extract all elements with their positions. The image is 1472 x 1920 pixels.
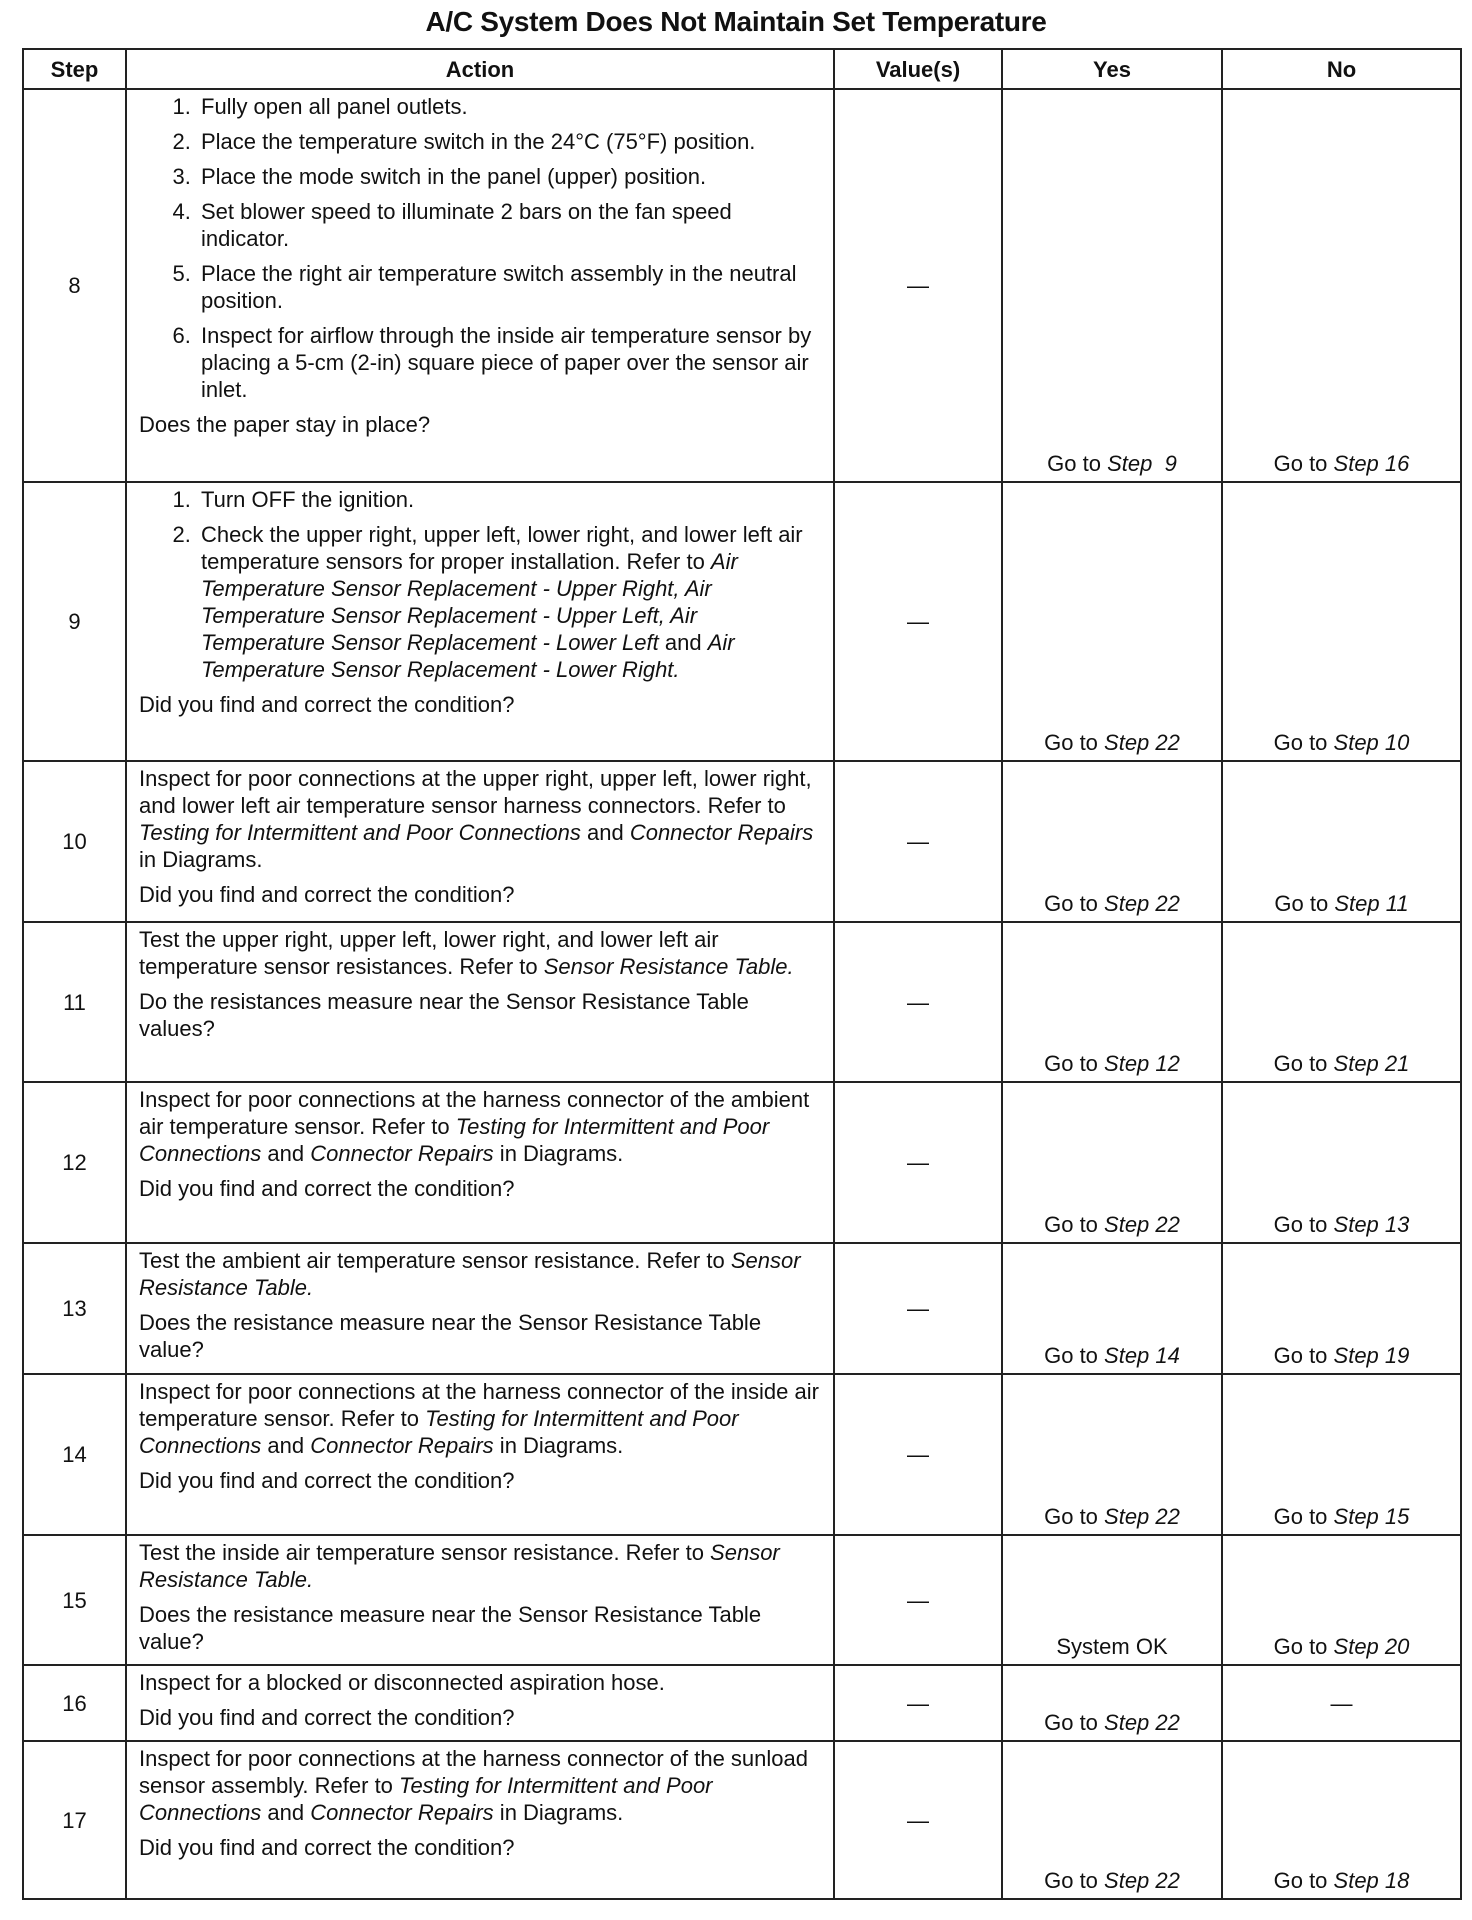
yes-step-ref: Step 9 [1107, 451, 1177, 476]
reference-link: Air Temperature Sensor Replacement - Upper Right, Air Temperature Sensor Replacement - Upper Left, Air Temperature Sensor Replacement - Lower Left [201, 549, 738, 655]
no-step-ref: Step 11 [1334, 891, 1409, 916]
yes-cell [1002, 1741, 1222, 1899]
no-prefix: Go to [1273, 1868, 1334, 1893]
question: Did you find and correct the condition? [139, 692, 515, 717]
text: and [261, 1141, 311, 1166]
header-action: Action [126, 49, 834, 89]
header-row [23, 49, 1461, 89]
value-cell: — [834, 482, 1002, 761]
reference-link: Testing for Intermittent and Poor Connections [139, 1114, 770, 1166]
question: Does the resistance measure near the Sensor Resistance Table value? [139, 1602, 762, 1654]
action-list [139, 486, 825, 683]
action-cell [126, 1741, 834, 1899]
table-row [23, 1243, 1461, 1374]
yes-cell [1002, 1374, 1222, 1535]
yes-prefix: Go to [1044, 1343, 1105, 1368]
no-cell [1222, 1243, 1461, 1374]
reference-link: Connector Repairs [310, 1433, 494, 1458]
yes-prefix: Go to [1044, 1868, 1105, 1893]
item-text: and [658, 630, 708, 655]
text: Inspect for poor connections at the harness connector of the sunload sensor assembly. Refer to [139, 1746, 808, 1798]
list-item: 5. Place the right air temperature switch assembly in the neutral position. [197, 260, 825, 314]
reference-link: Sensor Resistance Table. [543, 954, 794, 979]
yes-cell [1002, 1243, 1222, 1374]
no-prefix: Go to [1273, 1343, 1334, 1368]
yes-prefix: Go to [1047, 451, 1108, 476]
table-row [23, 1741, 1461, 1899]
list-item: 6. Inspect for airflow through the inside air temperature sensor by placing a 5-cm (2-in) square piece of paper over the sensor air inlet. [197, 322, 825, 403]
header-step: Step [23, 49, 126, 89]
table-row [23, 922, 1461, 1082]
reference-link: Testing for Intermittent and Poor Connections [139, 820, 581, 845]
list-item [197, 521, 825, 683]
step-number: 12 [23, 1082, 126, 1243]
yes-step-ref: Step 22 [1104, 730, 1180, 755]
action-text [139, 1247, 825, 1301]
question: Did you find and correct the condition? [139, 1468, 515, 1493]
action-cell [126, 1535, 834, 1665]
reference-link: Sensor Resistance Table. [139, 1540, 780, 1592]
action-cell [126, 482, 834, 761]
action-text: Inspect for a blocked or disconnected aspiration hose. [139, 1670, 665, 1695]
no-cell [1222, 1082, 1461, 1243]
text: Inspect for poor connections at the harness connector of the inside air temperature sensor. Refer to [139, 1379, 819, 1431]
yes-step-ref: Step 22 [1104, 1868, 1180, 1893]
yes-cell [1002, 922, 1222, 1082]
text: and [261, 1800, 311, 1825]
text: Test the ambient air temperature sensor resistance. Refer to [139, 1248, 731, 1273]
yes-prefix: Go to [1044, 1212, 1105, 1237]
value-cell: — [834, 922, 1002, 1082]
no-step-ref: Step 13 [1333, 1212, 1410, 1237]
question: Does the resistance measure near the Sensor Resistance Table value? [139, 1310, 762, 1362]
no-step-ref: Step 15 [1333, 1504, 1410, 1529]
yes-prefix: Go to [1044, 1710, 1105, 1735]
question: Did you find and correct the condition? [139, 1835, 515, 1860]
step-number: 16 [23, 1665, 126, 1741]
yes-cell [1002, 1082, 1222, 1243]
value-cell: — [834, 1374, 1002, 1535]
yes-prefix: Go to [1044, 730, 1105, 755]
header-values: Value(s) [834, 49, 1002, 89]
yes-step-ref: Step 22 [1104, 1212, 1180, 1237]
yes-prefix: Go to [1044, 1504, 1105, 1529]
action-cell [126, 1374, 834, 1535]
yes-cell [1002, 1665, 1222, 1741]
no-cell [1222, 922, 1461, 1082]
header-yes: Yes [1002, 49, 1222, 89]
no-step-ref: Step 20 [1333, 1634, 1410, 1659]
text: in Diagrams. [139, 847, 263, 872]
yes-step-ref: Step 14 [1104, 1343, 1180, 1368]
reference-link: Connector Repairs [310, 1800, 494, 1825]
reference-link: Connector Repairs [629, 820, 814, 845]
reference-link: Sensor Resistance Table. [139, 1248, 801, 1300]
no-step-ref: Step 19 [1333, 1343, 1410, 1368]
yes-cell: System OK [1002, 1535, 1222, 1665]
item-text: Check the upper right, upper left, lower right, and lower left air temperature sensors for proper installation. Refer to [201, 522, 803, 574]
action-cell [126, 89, 834, 482]
question: Do the resistances measure near the Sensor Resistance Table values? [139, 989, 749, 1041]
text: and [261, 1433, 311, 1458]
yes-cell [1002, 89, 1222, 482]
step-number: 11 [23, 922, 126, 1082]
no-cell [1222, 1374, 1461, 1535]
step-number: 8 [23, 89, 126, 482]
value-cell: — [834, 1243, 1002, 1374]
value-cell: — [834, 89, 1002, 482]
question: Did you find and correct the condition? [139, 882, 515, 907]
yes-cell [1002, 761, 1222, 922]
action-cell [126, 761, 834, 922]
yes-step-ref: Step 22 [1104, 1504, 1180, 1529]
action-text [139, 1745, 825, 1826]
yes-step-ref: Step 12 [1104, 1051, 1180, 1076]
list-item: 3. Place the mode switch in the panel (upper) position. [197, 163, 825, 190]
text: Test the inside air temperature sensor resistance. Refer to [139, 1540, 711, 1565]
no-prefix: Go to [1273, 451, 1334, 476]
reference-link: Connector Repairs [310, 1141, 494, 1166]
yes-prefix: Go to [1044, 1051, 1105, 1076]
no-step-ref: Step 16 [1333, 451, 1410, 476]
value-cell: — [834, 1082, 1002, 1243]
text: in Diagrams. [493, 1433, 624, 1458]
no-cell [1222, 1741, 1461, 1899]
no-cell [1222, 482, 1461, 761]
table-row [23, 482, 1461, 761]
step-number: 15 [23, 1535, 126, 1665]
diagnostic-table [22, 48, 1462, 1900]
list-item: 2. Place the temperature switch in the 24°C (75°F) position. [197, 128, 825, 155]
no-prefix: Go to [1273, 1212, 1334, 1237]
no-prefix: Go to [1274, 891, 1335, 916]
text: and [580, 820, 630, 845]
value-cell: — [834, 1535, 1002, 1665]
table-row [23, 1082, 1461, 1243]
action-text [139, 765, 825, 873]
reference-link: Testing for Intermittent and Poor Connections [139, 1773, 713, 1825]
question: Did you find and correct the condition? [139, 1176, 515, 1201]
action-cell [126, 1665, 834, 1741]
text: in Diagrams. [493, 1800, 624, 1825]
yes-prefix: Go to [1044, 891, 1105, 916]
action-list [139, 93, 825, 403]
list-item: 4. Set blower speed to illuminate 2 bars on the fan speed indicator. [197, 198, 825, 252]
yes-step-ref: Step 22 [1104, 1710, 1180, 1735]
reference-link: Air Temperature Sensor Replacement - Lower Right. [201, 630, 735, 682]
reference-link: Testing for Intermittent and Poor Connections [139, 1406, 739, 1458]
step-number: 14 [23, 1374, 126, 1535]
page-title: A/C System Does Not Maintain Set Temperature [425, 6, 1047, 37]
action-text [139, 1539, 825, 1593]
header-no: No [1222, 49, 1461, 89]
list-item: 1. Fully open all panel outlets. [197, 93, 825, 120]
table-row [23, 1374, 1461, 1535]
no-cell [1222, 89, 1461, 482]
no-cell [1222, 761, 1461, 922]
question: Does the paper stay in place? [139, 412, 431, 437]
yes-cell [1002, 482, 1222, 761]
step-number: 9 [23, 482, 126, 761]
value-cell: — [834, 761, 1002, 922]
table-row [23, 761, 1461, 922]
table-row [23, 1665, 1461, 1741]
step-number: 17 [23, 1741, 126, 1899]
question: Did you find and correct the condition? [139, 1705, 515, 1730]
no-step-ref: Step 18 [1333, 1868, 1410, 1893]
text: in Diagrams. [493, 1141, 624, 1166]
no-prefix: Go to [1273, 1051, 1334, 1076]
action-cell [126, 922, 834, 1082]
no-step-ref: Step 21 [1333, 1051, 1410, 1076]
no-prefix: Go to [1273, 1634, 1334, 1659]
no-prefix: Go to [1273, 730, 1334, 755]
value-cell: — [834, 1741, 1002, 1899]
text: Inspect for poor connections at the upper right, upper left, lower right, and lower left air temperature sensor harness connectors. Refer to [139, 766, 812, 818]
action-cell [126, 1243, 834, 1374]
list-item: 1. Turn OFF the ignition. [197, 486, 825, 513]
yes-step-ref: Step 22 [1104, 891, 1180, 916]
no-cell: — [1222, 1665, 1461, 1741]
step-number: 10 [23, 761, 126, 922]
action-text [139, 1378, 825, 1459]
action-text [139, 1086, 825, 1167]
value-cell: — [834, 1665, 1002, 1741]
no-prefix: Go to [1273, 1504, 1334, 1529]
table-row [23, 1535, 1461, 1665]
action-cell [126, 1082, 834, 1243]
text: Test the upper right, upper left, lower right, and lower left air temperature sensor resistances. Refer to [139, 927, 719, 979]
table-row [23, 89, 1461, 482]
no-cell [1222, 1535, 1461, 1665]
no-step-ref: Step 10 [1333, 730, 1410, 755]
action-text [139, 926, 825, 980]
text: Inspect for poor connections at the harness connector of the ambient air temperature sensor. Refer to [139, 1087, 810, 1139]
step-number: 13 [23, 1243, 126, 1374]
